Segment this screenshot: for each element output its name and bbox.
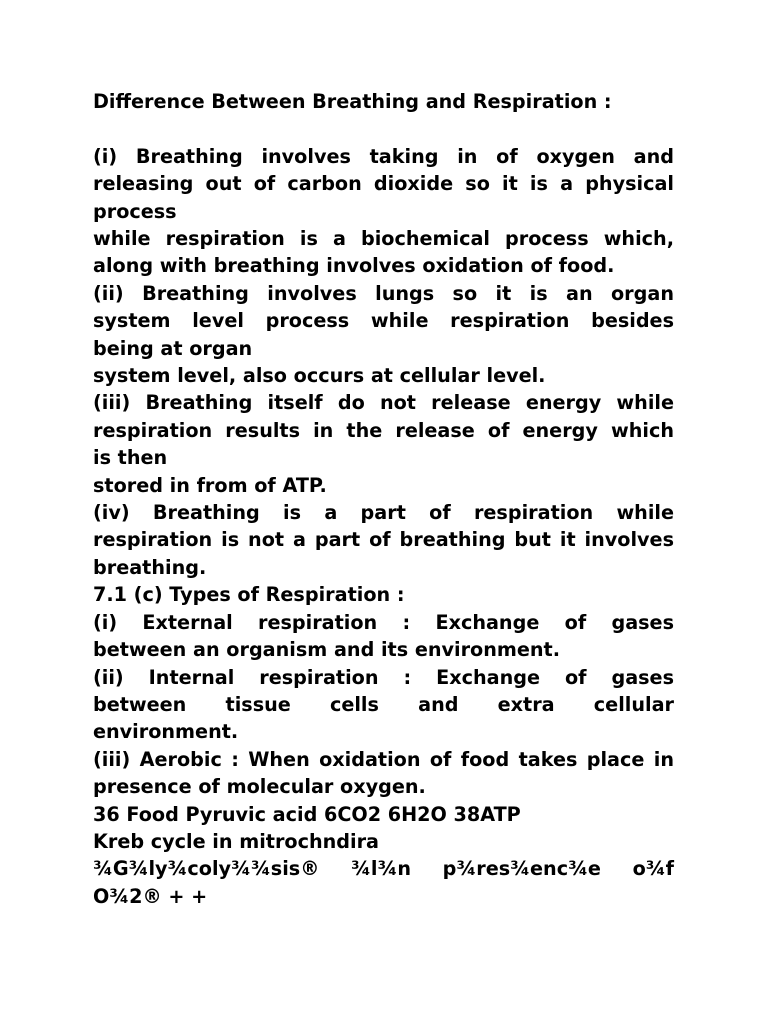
document-body — [93, 143, 674, 910]
text-line-6: (ii) Breathing involves lungs so it is an organ — [93, 281, 674, 305]
text-line-10: (iii) Breathing itself do not release energy while — [93, 391, 674, 415]
text-line-11: respiration results in the release of energy which — [93, 418, 674, 442]
text-line-17: 7.1 (c) Types of Respiration : — [93, 583, 405, 607]
text-line-27: ¾G¾ly¾coly¾¾sis® ¾l¾n p¾res¾enc¾e o¾f — [93, 857, 674, 881]
text-line-8: being at organ — [93, 336, 253, 360]
text-line-15: respiration is not a part of breathing but it involves — [93, 528, 674, 552]
text-line-26: Kreb cycle in mitrochndira — [93, 829, 380, 853]
text-line-23: (iii) Aerobic : When oxidation of food takes place in — [93, 747, 674, 771]
text-line-16: breathing. — [93, 555, 207, 579]
text-line-18: (i) External respiration : Exchange of gases — [93, 610, 674, 634]
text-line-20: (ii) Internal respiration : Exchange of gases — [93, 665, 674, 689]
text-line-19: between an organism and its environment. — [93, 638, 561, 662]
text-line-21: between tissue cells and extra cellular — [93, 692, 674, 716]
document-page — [93, 88, 674, 910]
text-line-7: system level process while respiration besides — [93, 309, 674, 333]
text-line-25: 36 Food Pyruvic acid 6CO2 6H2O 38ATP — [93, 802, 521, 826]
text-line-9: system level, also occurs at cellular level. — [93, 364, 546, 388]
text-line-22: environment. — [93, 720, 239, 744]
document-title: Difference Between Breathing and Respiration : — [93, 90, 612, 113]
text-line-13: stored in from of ATP. — [93, 473, 327, 497]
text-line-4: while respiration is a biochemical process which, — [93, 227, 674, 251]
text-line-28: O¾2® + + — [93, 884, 208, 908]
text-line-14: (iv) Breathing is a part of respiration while — [93, 501, 674, 525]
text-line-12: is then — [93, 446, 168, 470]
text-line-3: process — [93, 199, 177, 223]
text-line-5: along with breathing involves oxidation of food. — [93, 254, 615, 278]
text-line-24: presence of molecular oxygen. — [93, 775, 426, 799]
text-line-1: (i) Breathing involves taking in of oxygen and — [93, 144, 674, 168]
text-line-2: releasing out of carbon dioxide so it is a physical — [93, 172, 674, 196]
